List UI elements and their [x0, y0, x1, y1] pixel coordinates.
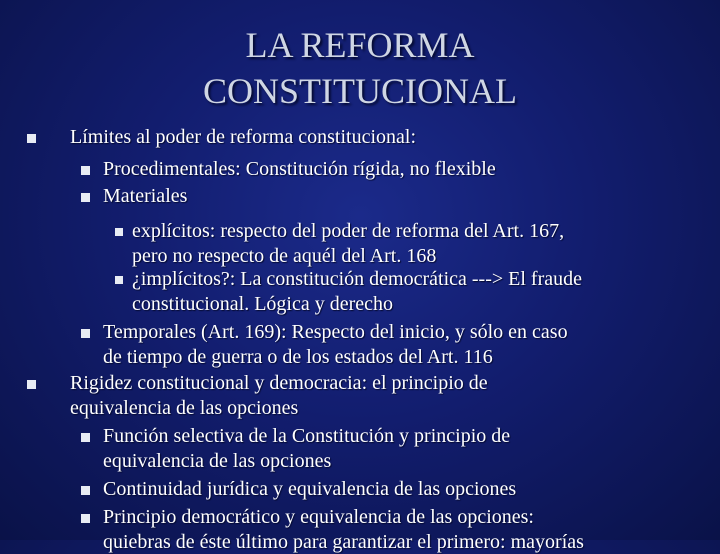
- item-line: explícitos: respecto del poder de reforma del Art. 167,: [132, 219, 564, 244]
- item-line: Rigidez constitucional y democracia: el principio de: [70, 371, 488, 396]
- square-bullet-icon: [115, 276, 123, 284]
- list-item: [103, 157, 496, 182]
- item-line: Materiales: [103, 184, 187, 209]
- square-bullet-icon: [115, 228, 123, 236]
- list-item: [132, 267, 582, 316]
- list-item: [103, 320, 568, 369]
- item-line: equivalencia de las opciones: [70, 396, 488, 421]
- square-bullet-icon: [81, 433, 90, 442]
- list-item: [103, 184, 187, 209]
- item-line: Procedimentales: Constitución rígida, no flexible: [103, 157, 496, 182]
- item-line: de tiempo de guerra o de los estados del Art. 116: [103, 345, 568, 370]
- item-line: ¿implícitos?: La constitución democrática ---> El fraude: [132, 267, 582, 292]
- item-line: Función selectiva de la Constitución y principio de: [103, 424, 510, 449]
- item-line: equivalencia de las opciones: [103, 449, 510, 474]
- item-line: Temporales (Art. 169): Respecto del inicio, y sólo en caso: [103, 320, 568, 345]
- square-bullet-icon: [81, 486, 90, 495]
- square-bullet-icon: [81, 514, 90, 523]
- square-bullet-icon: [81, 193, 90, 202]
- item-line: pero no respecto de aquél del Art. 168: [132, 244, 564, 269]
- list-item: [103, 477, 516, 502]
- square-bullet-icon: [81, 166, 90, 175]
- square-bullet-icon: [27, 134, 36, 143]
- item-line: quiebras de éste último para garantizar el primero: mayorías: [103, 530, 584, 554]
- title-line-1: LA REFORMA: [0, 22, 720, 68]
- item-line: Principio democrático y equivalencia de las opciones:: [103, 505, 584, 530]
- slide-title: [0, 22, 720, 114]
- list-item: [103, 424, 510, 473]
- list-item: [132, 219, 564, 268]
- list-item: [70, 371, 488, 420]
- square-bullet-icon: [81, 329, 90, 338]
- item-line: Límites al poder de reforma constitucional:: [70, 125, 416, 150]
- item-line: Continuidad jurídica y equivalencia de las opciones: [103, 477, 516, 502]
- list-item: [70, 125, 416, 150]
- item-line: constitucional. Lógica y derecho: [132, 292, 582, 317]
- title-line-2: CONSTITUCIONAL: [0, 68, 720, 114]
- list-item: [103, 505, 584, 554]
- square-bullet-icon: [27, 380, 36, 389]
